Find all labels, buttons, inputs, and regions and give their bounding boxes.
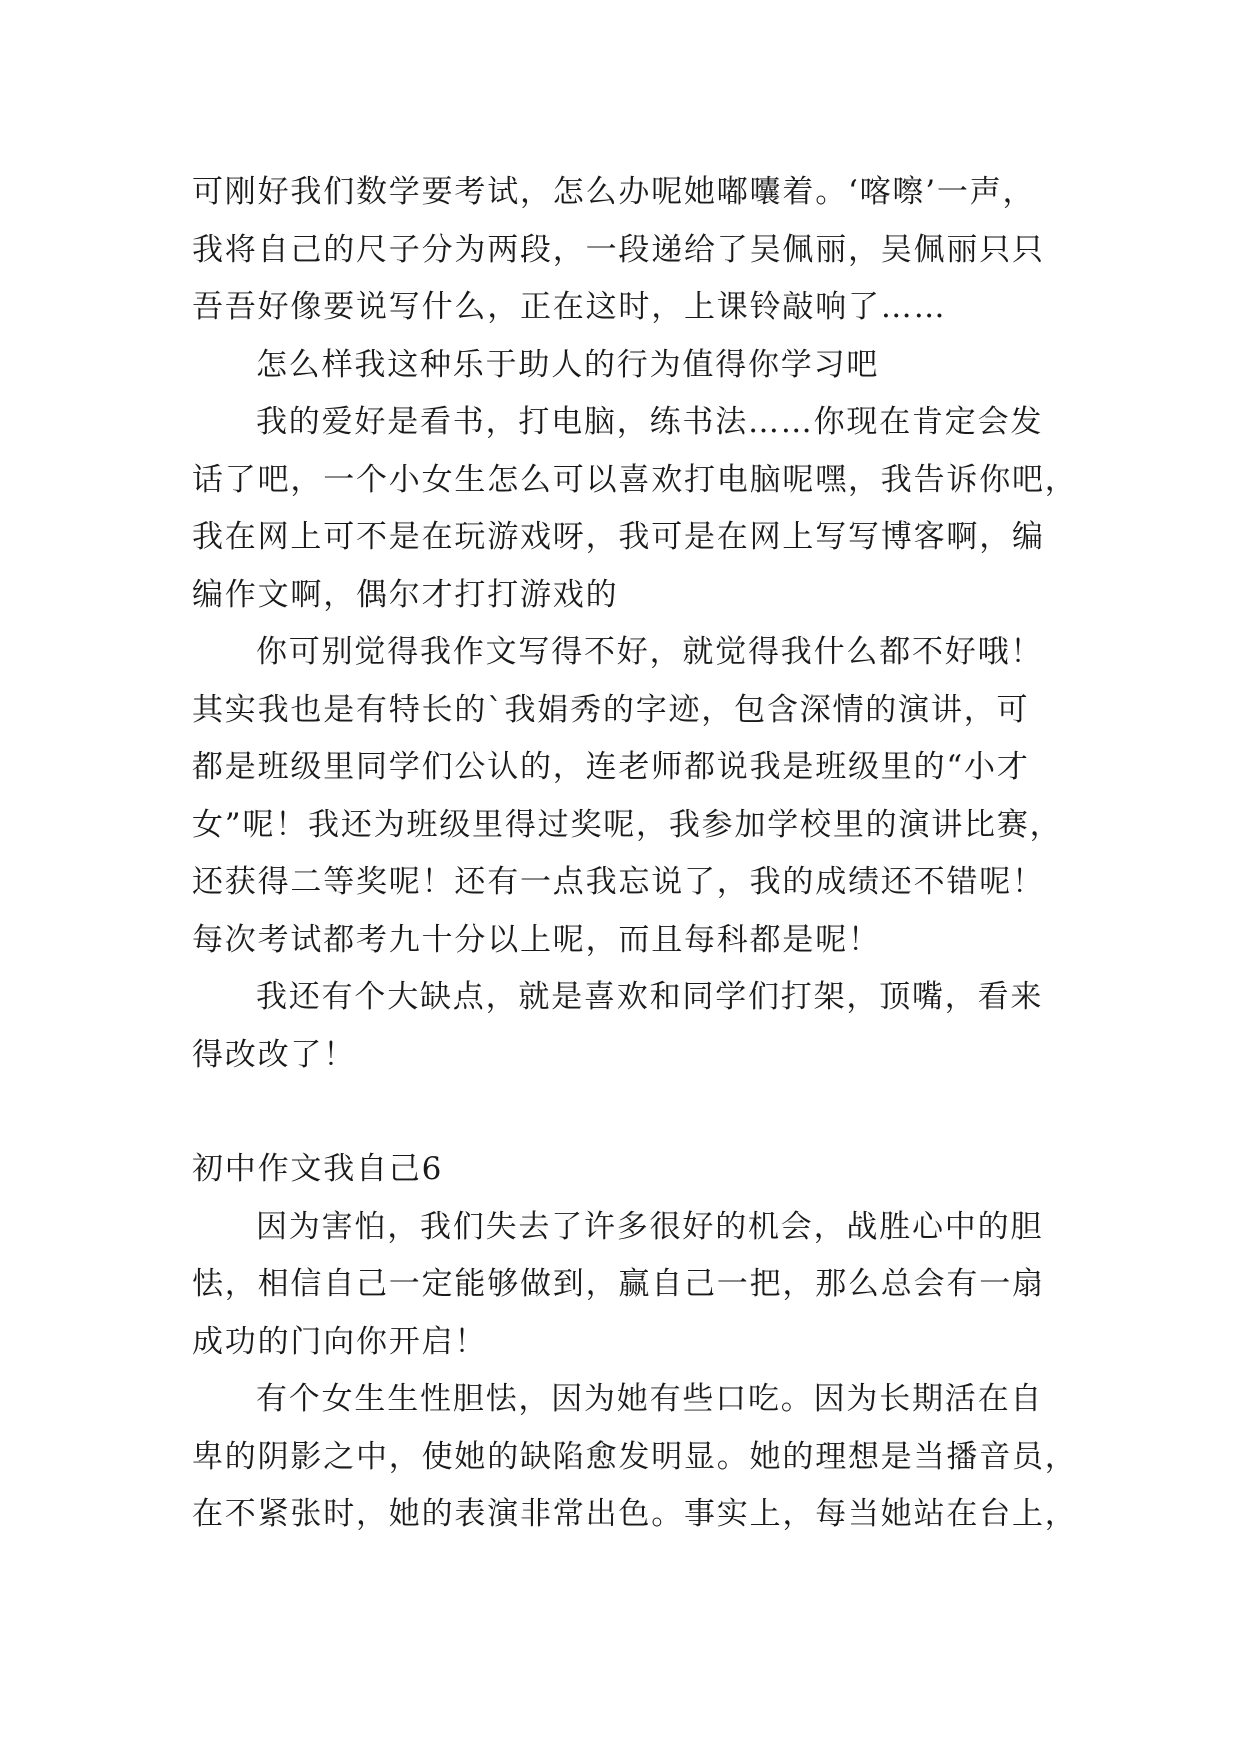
text-line: 我在网上可不是在玩游戏呀，我可是在网上写写博客啊，编 (192, 519, 1045, 555)
text-line: 成功的门向你开启！ (192, 1324, 488, 1360)
text-line: 吾吾好像要说写什么，正在这时，上课铃敲响了…… (192, 289, 947, 325)
text-line: 我还有个大缺点，就是喜欢和同学们打架，顶嘴，看来 (256, 979, 1044, 1015)
text-line: 还获得二等奖呢！还有一点我忘说了，我的成绩还不错呢！ (192, 864, 1045, 900)
section-heading: 初中作文我自己6 (192, 1151, 444, 1187)
text-line: 编作文啊，偶尔才打打游戏的 (192, 577, 619, 613)
text-line: 在不紧张时，她的表演非常出色。事实上，每当她站在台上， (192, 1496, 1078, 1532)
text-line: 我的爱好是看书，打电脑，练书法……你现在肯定会发 (256, 404, 1044, 440)
text-line: 可刚好我们数学要考试，怎么办呢她嘟囔着。‘喀嚓’一声， (192, 174, 1036, 210)
text-line: 其实我也是有特长的`我娟秀的字迹，包含深情的演讲，可 (192, 692, 1030, 728)
text-line: 因为害怕，我们失去了许多很好的机会，战胜心中的胆 (256, 1209, 1044, 1245)
text-line: 你可别觉得我作文写得不好，就觉得我什么都不好哦！ (256, 634, 1044, 670)
text-line: 话了吧，一个小女生怎么可以喜欢打电脑呢嘿，我告诉你吧， (192, 462, 1078, 498)
text-line: 都是班级里同学们公认的，连老师都说我是班级里的“小才 (192, 749, 1030, 785)
text-line: 怎么样我这种乐于助人的行为值得你学习吧 (256, 347, 880, 383)
text-line: 有个女生生性胆怯，因为她有些口吃。因为长期活在自 (256, 1381, 1044, 1417)
text-line: 女”呢！我还为班级里得过奖呢，我参加学校里的演讲比赛， (192, 807, 1063, 843)
text-line: 每次考试都考九十分以上呢，而且每科都是呢！ (192, 922, 881, 958)
text-line: 怯，相信自己一定能够做到，赢自己一把，那么总会有一扇 (192, 1266, 1045, 1302)
text-line: 卑的阴影之中，使她的缺陷愈发明显。她的理想是当播音员， (192, 1439, 1078, 1475)
text-line: 我将自己的尺子分为两段，一段递给了吴佩丽，吴佩丽只只 (192, 232, 1045, 268)
text-line: 得改改了！ (192, 1037, 356, 1073)
